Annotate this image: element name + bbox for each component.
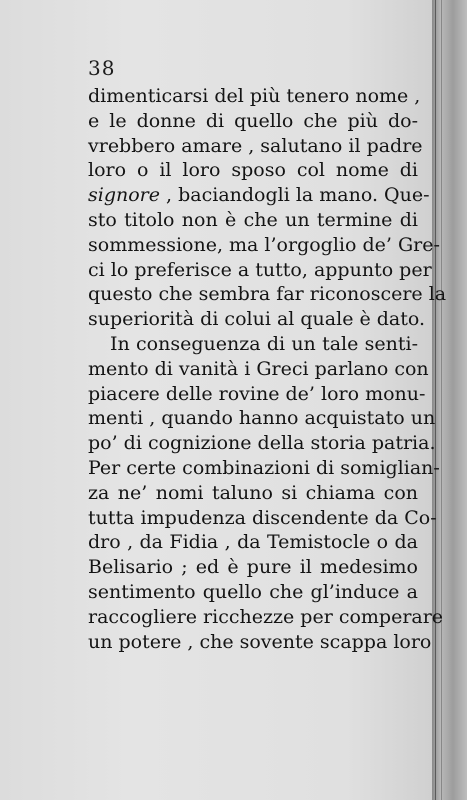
page-number: 38	[88, 56, 116, 80]
text-line: sommessione, ma l’orgoglio de’ Gre-	[88, 233, 440, 256]
text-line: vrebbero amare , salutano il padre	[88, 134, 423, 157]
book-gutter	[432, 0, 467, 800]
text-line: loro o il loro sposo col nome di	[88, 159, 418, 182]
text-line: Belisario ; ed è pure il medesimo	[88, 556, 418, 579]
text-line: e le donne di quello che più do-	[88, 109, 418, 132]
text-line: raccogliere ricchezze per comperare	[88, 605, 444, 628]
text-line: ci lo preferisce a tutto, appunto per	[88, 258, 432, 281]
text-line: mento di vanità i Greci parlano con	[88, 357, 429, 380]
text-line: menti , quando hanno acquistato un	[88, 407, 436, 430]
text-line: Per certe combinazioni di somiglian-	[88, 456, 440, 479]
gutter-edge-line	[441, 0, 442, 800]
text-line: za ne’ nomi taluno si chiama con	[88, 481, 418, 504]
text-line: questo che sembra far riconoscere la	[88, 283, 447, 306]
text-line: sentimento quello che gl’induce a	[88, 580, 418, 603]
text-line: signore , baciandogli la mano. Que-	[88, 184, 430, 207]
text-line: In conseguenza di un tale senti-	[110, 332, 418, 355]
text-line: po’ di cognizione della storia patria.	[88, 432, 436, 455]
text-line: dro , da Fidia , da Temistocle o da	[88, 531, 418, 554]
gutter-edge-line	[435, 0, 436, 800]
text-line: dimenticarsi del più tenero nome ,	[88, 85, 421, 107]
italic-word: signore	[88, 184, 160, 207]
body-text	[88, 84, 447, 654]
text-line: tutta impudenza discendente da Co-	[88, 506, 437, 529]
text-line: un potere , che sovente scappa loro	[88, 630, 432, 653]
text-line: sto titolo non è che un termine di	[88, 208, 418, 231]
text-line: superiorità di colui al quale è dato.	[88, 308, 426, 331]
text-line: piacere delle rovine de’ loro monu-	[88, 382, 426, 405]
